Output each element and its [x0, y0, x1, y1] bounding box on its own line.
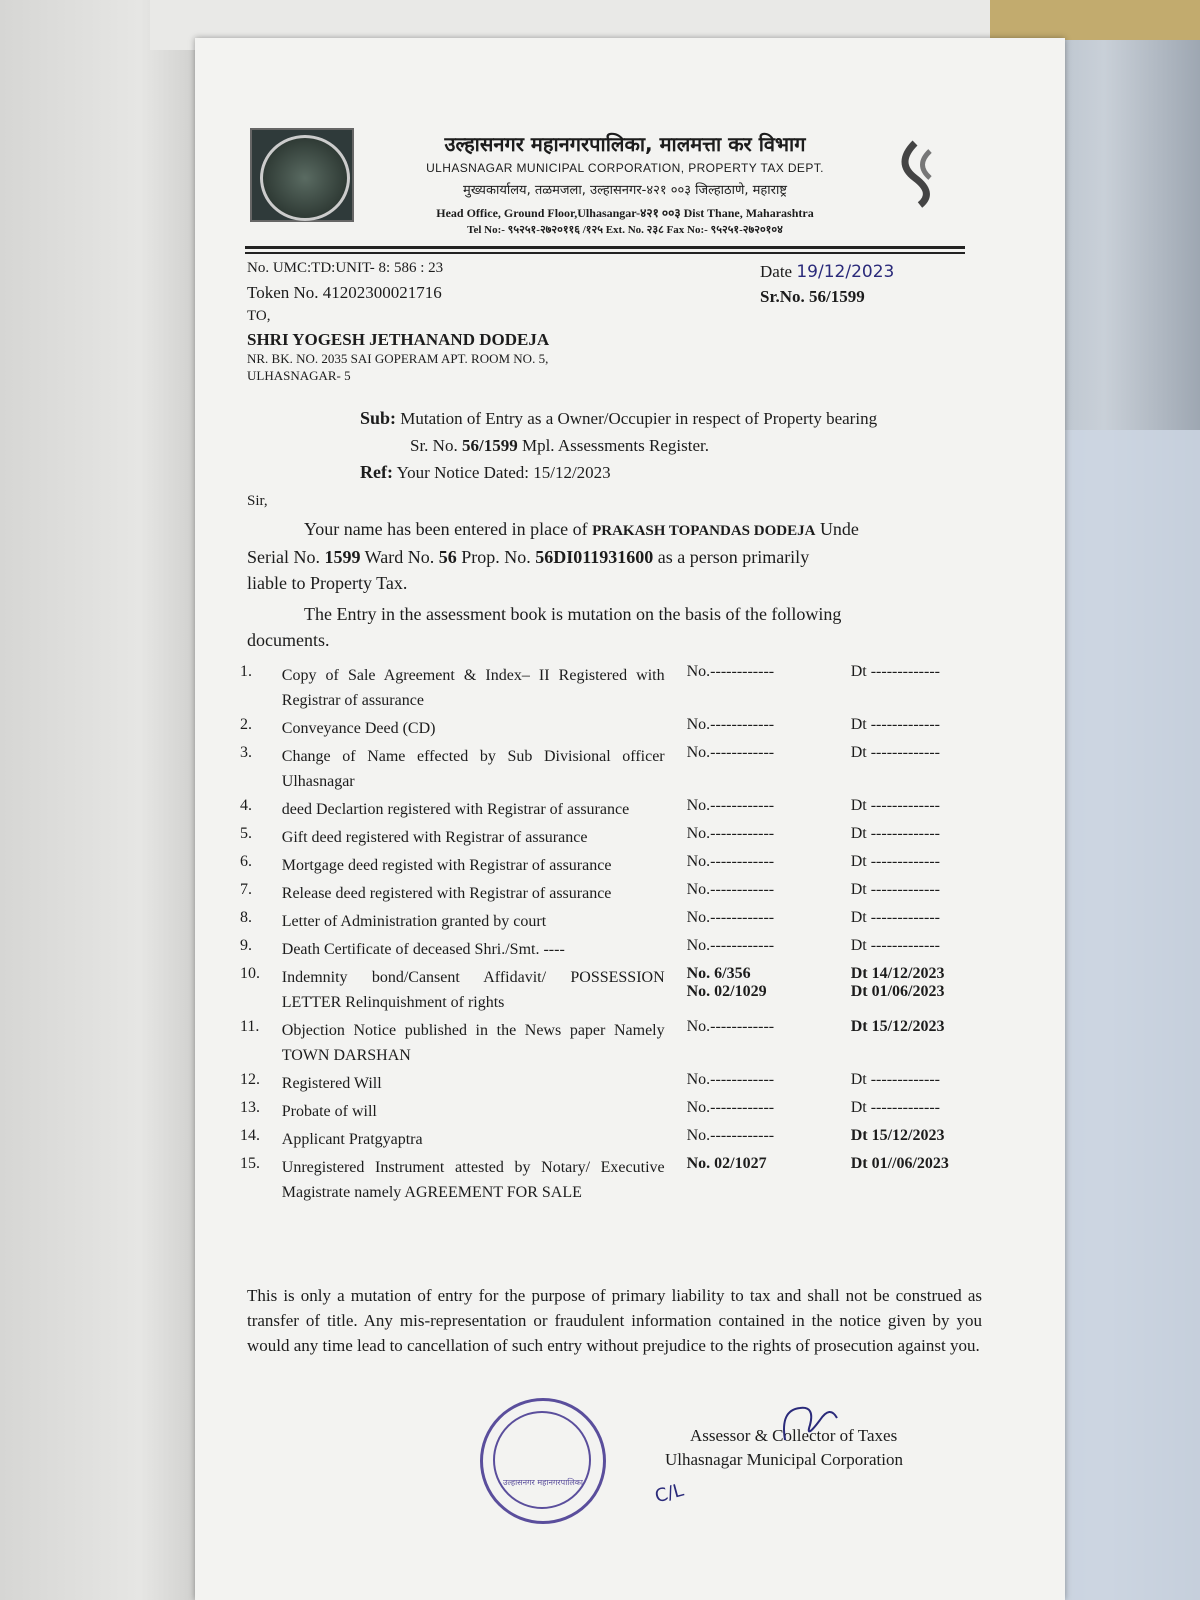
- document-description: Registered Will: [281, 1075, 382, 1092]
- background-left-page: [0, 0, 200, 1600]
- document-date-value: Dt -------------: [850, 1099, 940, 1116]
- document-date-value: Dt -------------: [850, 797, 940, 814]
- header-english-address: Head Office, Ground Floor,Ulhasangar-४२१ ००३ Dist Thane, Maharashtra: [436, 206, 814, 220]
- document-no-cell: [665, 881, 851, 899]
- document-description: Release deed registered with Registrar of assurance: [281, 885, 612, 902]
- document-no-value: No.------------: [686, 797, 775, 814]
- corporation-stamp: [480, 1398, 606, 1524]
- document-date-cell: [851, 909, 980, 927]
- document-date-value: Dt -------------: [850, 909, 940, 926]
- document-date-cell: [851, 853, 980, 871]
- document-date-value: Dt -------------: [850, 881, 940, 898]
- sub-label: Sub:: [360, 408, 397, 428]
- tax-dept-logo-icon: [885, 133, 965, 213]
- serial-value: 1599: [324, 547, 361, 567]
- document-number: 1.: [240, 663, 252, 680]
- document-no-cell: [665, 1155, 851, 1173]
- document-date-cell: [851, 825, 980, 843]
- prop-value: 56DI011931600: [535, 547, 654, 567]
- para1-text-4: liable to Property Tax.: [247, 573, 408, 593]
- document-description: Applicant Pratgyaptra: [281, 1131, 423, 1148]
- subject-srno-label: Sr. No.: [410, 436, 458, 455]
- document-number: 10.: [240, 965, 260, 982]
- token-number: Token No. 41202300021716: [247, 283, 442, 302]
- serial-number: Sr.No. 56/1599: [760, 287, 865, 306]
- document-description: Conveyance Deed (CD): [281, 720, 436, 737]
- document-no-value: No.------------: [686, 853, 775, 870]
- document-number: 2.: [240, 716, 252, 733]
- document-no-value: No.------------: [686, 716, 775, 733]
- reference-number: No. UMC:TD:UNIT- 8: 586 : 23: [247, 260, 444, 276]
- document-description: deed Declartion registered with Registrar of assurance: [281, 801, 630, 818]
- document-no-cell: [665, 937, 851, 955]
- document-number: 8.: [240, 909, 252, 926]
- document-date-value: Dt -------------: [850, 1071, 940, 1088]
- document-date-cell: [851, 1099, 980, 1117]
- paragraph-2: [247, 601, 987, 653]
- document-no-cell: [665, 825, 851, 843]
- document-row: [240, 716, 980, 741]
- document-date-value: Dt 15/12/2023: [850, 1127, 945, 1144]
- document-description: Death Certificate of deceased Shri./Smt. ----: [281, 941, 565, 958]
- document-no-value: No.------------: [686, 909, 775, 926]
- document-date-value: Dt 01//06/2023: [850, 1155, 949, 1172]
- document-row: [240, 744, 980, 794]
- background-underlying-page: [1060, 430, 1200, 1600]
- subject-text: Mutation of Entry as a Owner/Occupier in respect of Property bearing: [400, 409, 878, 428]
- salutation: Sir,: [247, 493, 268, 509]
- ward-label: Ward No.: [364, 547, 435, 567]
- document-number: 14.: [240, 1127, 260, 1144]
- document-date-cell: [851, 937, 980, 955]
- signature-icon: [775, 1400, 845, 1450]
- document-no-value: No. 6/356: [686, 965, 751, 982]
- document-row: [240, 965, 980, 1015]
- document-no-value: No.------------: [686, 663, 775, 680]
- subject-srno: 56/1599: [461, 436, 518, 455]
- document-no-value: No.------------: [686, 1071, 775, 1088]
- closing-paragraph: This is only a mutation of entry for the purpose of primary liability to tax and shall not be construed as transfer of title. Any mis-representation or fraudulent information contained in the notice given by you would any time lead to cancellation of such entry without prejudice to the rights of prosecution against you.: [247, 1286, 982, 1355]
- addressee-name: SHRI YOGESH JETHANAND DODEJA: [247, 330, 550, 349]
- document-number: 4.: [240, 797, 252, 814]
- document-date-value: Dt 15/12/2023: [850, 1018, 945, 1035]
- document-no-value: No.------------: [686, 744, 775, 761]
- document-date-cell: [851, 1127, 980, 1145]
- document-no-cell: [665, 1127, 851, 1145]
- document-date-cell: [851, 663, 980, 681]
- document-no-value: No.------------: [686, 825, 775, 842]
- letter-page: [195, 38, 1065, 1600]
- document-date-cell: [851, 744, 980, 762]
- previous-owner: PRAKASH TOPANDAS DODEJA: [592, 523, 816, 539]
- document-no-value: No.------------: [686, 1018, 775, 1035]
- header-english-title: ULHASNAGAR MUNICIPAL CORPORATION, PROPERTY TAX DEPT.: [426, 161, 824, 175]
- header-tel: Tel No:- ९५२५१-२७२०११६ /१२५ Ext. No. २३८ Fax No:- ९५२५१-२७२०१०४: [467, 224, 783, 236]
- document-no-cell: [665, 1071, 851, 1089]
- reference-line: [360, 462, 611, 483]
- document-number: 7.: [240, 881, 252, 898]
- stamp-text: उल्हासनगर महानगरपालिका: [503, 1478, 583, 1487]
- document-date-cell: [851, 797, 980, 815]
- header-rule-top: [245, 246, 965, 249]
- document-row: [240, 853, 980, 878]
- ward-value: 56: [438, 547, 457, 567]
- addressee-line2: ULHASNAGAR- 5: [247, 368, 351, 383]
- document-number: 6.: [240, 853, 252, 870]
- document-row: [240, 1155, 980, 1205]
- document-no-cell: [665, 1099, 851, 1117]
- document-row: [240, 825, 980, 850]
- header-rule-bottom: [245, 252, 965, 254]
- document-no-value: No.------------: [686, 1127, 775, 1144]
- document-description: Unregistered Instrument attested by Notary/ Executive Magistrate namely AGREEMENT FOR SALE: [281, 1159, 665, 1201]
- document-no-value-2: No. 02/1029: [686, 983, 767, 1000]
- document-no-cell: [665, 663, 851, 681]
- document-no-value: No.------------: [686, 937, 775, 954]
- document-date-cell: [851, 1155, 980, 1173]
- document-date-value: Dt -------------: [850, 716, 940, 733]
- signatory-org: Ulhasnagar Municipal Corporation: [665, 1450, 903, 1469]
- document-date-value: Dt -------------: [850, 853, 940, 870]
- document-number: 3.: [240, 744, 252, 761]
- document-date-cell: [851, 965, 980, 1001]
- document-date-value: Dt 14/12/2023: [850, 965, 945, 982]
- document-number: 15.: [240, 1155, 260, 1172]
- document-row: [240, 1099, 980, 1124]
- document-no-cell: [665, 909, 851, 927]
- to-label: TO,: [247, 308, 271, 324]
- prop-label: Prop. No.: [461, 547, 531, 567]
- document-description: Gift deed registered with Registrar of assurance: [281, 829, 588, 846]
- document-description: Indemnity bond/Cansent Affidavit/ POSSESSION LETTER Relinquishment of rights: [281, 969, 665, 1011]
- document-number: 13.: [240, 1099, 260, 1116]
- document-date-value: Dt -------------: [850, 825, 940, 842]
- ref-label: Ref:: [360, 462, 393, 482]
- document-description: Probate of will: [281, 1103, 377, 1120]
- document-no-value: No.------------: [686, 881, 775, 898]
- header-marathi-address: मुख्यकार्यालय, तळमजला, उल्हासनगर-४२१ ००३ जिल्हाठाणे, महाराष्ट्र: [463, 183, 787, 198]
- para2-line2: documents.: [247, 630, 330, 650]
- document-no-cell: [665, 797, 851, 815]
- document-row: [240, 1127, 980, 1152]
- document-description: Mortgage deed registed with Registrar of assurance: [281, 857, 612, 874]
- document-row: [240, 1071, 980, 1096]
- document-date-cell: [851, 1071, 980, 1089]
- document-no-cell: [665, 965, 851, 1001]
- subject-register: Mpl. Assessments Register.: [521, 436, 709, 455]
- document-description: Change of Name effected by Sub Divisional officer Ulhasnagar: [281, 748, 665, 790]
- subject-line1: [360, 408, 877, 429]
- document-row: [240, 881, 980, 906]
- para1-text-3: as a person primarily: [657, 547, 810, 567]
- serial-label: Serial No.: [247, 547, 320, 567]
- addressee-line1: NR. BK. NO. 2035 SAI GOPERAM APT. ROOM NO. 5,: [247, 351, 549, 366]
- document-description: Copy of Sale Agreement & Index– II Registered with Registrar of assurance: [281, 667, 665, 709]
- para2-line1: The Entry in the assessment book is mutation on the basis of the following: [304, 604, 842, 624]
- document-number: 11.: [240, 1018, 260, 1035]
- document-description: Letter of Administration granted by court: [281, 913, 547, 930]
- document-date-value: Dt -------------: [850, 937, 940, 954]
- para1-text-2: Unde: [819, 519, 859, 539]
- document-date-cell: [851, 716, 980, 734]
- document-row: [240, 663, 980, 713]
- document-no-value: No.------------: [686, 1099, 775, 1116]
- document-row: [240, 937, 980, 962]
- paragraph-1: [247, 516, 977, 596]
- document-date-value: Dt -------------: [850, 744, 940, 761]
- document-row: [240, 1018, 980, 1068]
- subject-line2: [410, 436, 709, 456]
- document-number: 9.: [240, 937, 252, 954]
- document-date-cell: [851, 1018, 980, 1036]
- document-number: 5.: [240, 825, 252, 842]
- header-marathi-title: उल्हासनगर महानगरपालिका, मालमत्ता कर विभाग: [444, 132, 806, 156]
- document-no-cell: [665, 853, 851, 871]
- date-label: Date: [760, 262, 793, 281]
- document-number: 12.: [240, 1071, 260, 1088]
- date-line: [760, 262, 894, 282]
- document-no-value: No. 02/1027: [686, 1155, 767, 1172]
- document-no-cell: [665, 1018, 851, 1036]
- ref-text: Your Notice Dated: 15/12/2023: [396, 463, 611, 482]
- document-date-value-2: Dt 01/06/2023: [850, 983, 945, 1000]
- document-no-cell: [665, 744, 851, 762]
- corporation-logo: [250, 128, 354, 222]
- document-description: Objection Notice published in the News paper Namely TOWN DARSHAN: [281, 1022, 665, 1064]
- document-row: [240, 909, 980, 934]
- date-value: 19/12/2023: [796, 262, 895, 282]
- document-row: [240, 797, 980, 822]
- document-date-cell: [851, 881, 980, 899]
- document-no-cell: [665, 716, 851, 734]
- documents-list: [240, 663, 980, 1208]
- handwritten-initials: C/L: [652, 1479, 686, 1508]
- para1-text-1: Your name has been entered in place of: [304, 519, 588, 539]
- signatory-title: Assessor & Collector of Taxes: [690, 1426, 898, 1445]
- document-date-value: Dt -------------: [850, 663, 940, 680]
